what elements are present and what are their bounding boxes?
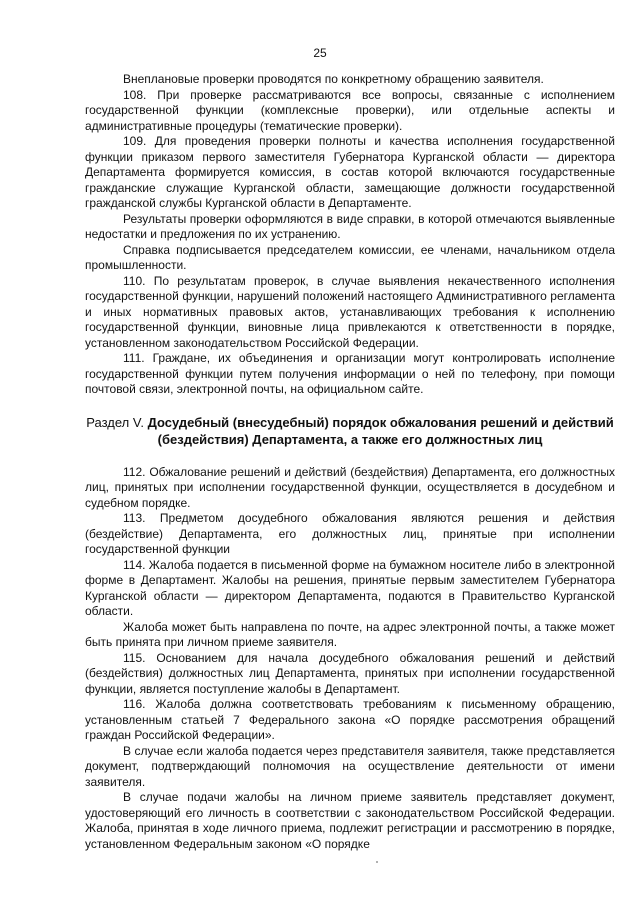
document-body — [85, 72, 615, 852]
scan-speck — [376, 861, 378, 863]
paragraph-113: 113. Предметом досудебного обжалования являются решения и действия (бездействие) Департамента, его должностных лиц, принятые при исполнении государственной функции — [85, 511, 615, 556]
section-heading — [85, 414, 615, 448]
paragraph-personal-reception: В случае подачи жалобы на личном приеме заявитель представляет документ, удостоверяющий его личность в соответствии с законодательством Российской Федерации. Жалоба, принятая в ходе личного приема, подлежит регистрации и рассмотрению в порядке, установленном Федеральным законом «О порядке — [85, 790, 615, 851]
paragraph-109: 109. Для проведения проверки полноты и качества исполнения государственной функции приказом первого заместителя Губернатора Курганской области — директора Департамента формируется комиссия, в состав которой включаются государственные гражданские служащие Курганской области, замещающие должности государственной гражданской службы Курганской области в Департаменте. — [85, 134, 615, 210]
paragraph-116: 116. Жалоба должна соответствовать требованиям к письменному обращению, установленным статьей 7 Федерального закона «О порядке рассмотрения обращений граждан Российской Федерации». — [85, 697, 615, 742]
page-number: 25 — [313, 46, 327, 60]
paragraph-complaint-delivery: Жалоба может быть направлена по почте, на адрес электронной почты, а также может быть принята при личном приеме заявителя. — [85, 619, 615, 649]
section-prefix: Раздел V. — [86, 414, 148, 430]
paragraph-111: 111. Граждане, их объединения и организации могут контролировать исполнение государственной функции путем получения информации о ней по телефону, при помощи почтовой связи, электронной почты, на официальном сайте. — [85, 351, 615, 396]
section-title: Досудебный (внесудебный) порядок обжалования решений и действий (бездействия) Департамента, а также его должностных лиц — [147, 414, 614, 447]
paragraph-unplanned-inspections: Внеплановые проверки проводятся по конкретному обращению заявителя. — [123, 72, 544, 86]
paragraph-certificate-signing: Справка подписывается председателем комиссии, ее членами, начальником отдела промышленности. — [85, 242, 615, 272]
paragraph-representative: В случае если жалоба подается через представителя заявителя, также представляется документ, подтверждающий полномочия на осуществление деятельности от имени заявителя. — [85, 743, 615, 789]
paragraph-110: 110. По результатам проверок, в случае выявления некачественного исполнения государственной функции, нарушений положений настоящего Административного регламента и иных нормативных правовых актов, устанавливающих требования к исполнению государственной функции, виновные лица привлекаются к ответственности в порядке, установленном законодательством Российской Федерации. — [85, 273, 615, 350]
paragraph-112: 112. Обжалование решений и действий (бездействия) Департамента, его должностных лиц, принятых при исполнении государственной функции, осуществляется в досудебном и судебном порядке. — [85, 464, 615, 510]
paragraph-108: 108. При проверке рассматриваются все вопросы, связанные с исполнением государственной функции (комплексные проверки), или отдельные аспекты и административные процедуры (тематические проверки). — [85, 87, 615, 133]
paragraph-115: 115. Основанием для начала досудебного обжалования решений и действий (бездействия) должностных лиц Департамента, принятых при исполнении государственной функции, является поступление жалобы в Департамент. — [85, 650, 615, 696]
paragraph-114: 114. Жалоба подается в письменной форме на бумажном носителе либо в электронной форме в Департамент. Жалобы на решения, принятые первым заместителем Губернатора Курганской области — директором Департамента, подаются в Правительство Курганской области. — [85, 557, 615, 618]
paragraph-inspection-results: Результаты проверки оформляются в виде справки, в которой отмечаются выявленные недостатки и предложения по их устранению. — [85, 211, 615, 241]
